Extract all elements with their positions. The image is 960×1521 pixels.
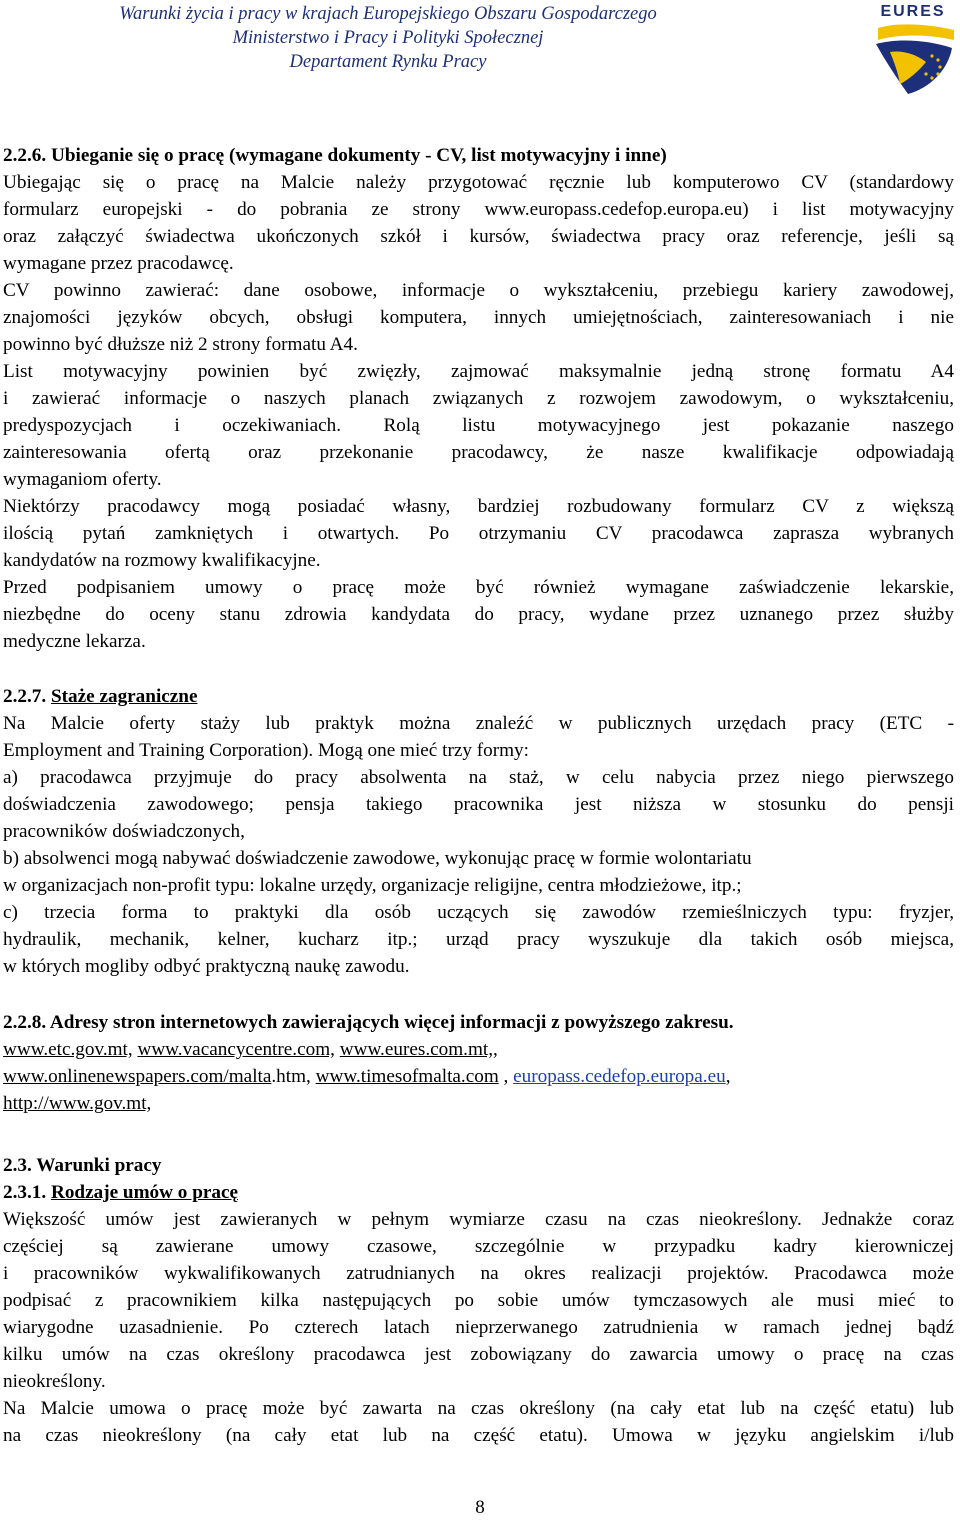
paragraph-line: formularz europejski - do pobrania ze strony www.europass.cedefop.europa.eu) i list motywacyjny — [3, 199, 954, 220]
header-department: Departament Rynku Pracy — [289, 52, 487, 72]
section-heading-2-3: 2.3. Warunki pracy — [3, 1155, 162, 1176]
paragraph-line: oraz załączyć świadectwa ukończonych szkół i kursów, świadectwa pracy oraz referencje, jeśli są — [3, 226, 954, 247]
paragraph-line: Employment and Training Corporation). Mogą one mieć trzy formy: — [3, 740, 529, 761]
paragraph-line: w organizacjach non-profit typu: lokalne urzędy, organizacje religijne, centra młodzieżowe, itp.; — [3, 875, 742, 896]
paragraph-line: kandydatów na rozmowy kwalifikacyjne. — [3, 550, 321, 571]
section-heading-2-3-1 — [3, 1180, 954, 1206]
link-onlinenewspapers-suffix: .htm, — [271, 1066, 311, 1087]
link-vacancycentre[interactable]: www.vacancycentre.com, — [137, 1039, 335, 1060]
links-line-1 — [3, 1037, 954, 1063]
eures-logo — [868, 0, 958, 96]
page-number: 8 — [475, 1497, 485, 1518]
link-timesofmalta[interactable]: www.timesofmalta.com — [315, 1066, 499, 1087]
paragraph-line: ilością pytań zamkniętych i otwartych. Po otrzymaniu CV pracodawca zaprasza wybranych — [3, 523, 954, 544]
paragraph-line: kilku umów na czas określony pracodawca jest zobowiązany do zawarcia umowy o pracę na czas — [3, 1344, 954, 1365]
paragraph-line: podpisać z pracownikiem kilka następujących po sobie umów tymczasowych ale musi mieć to — [3, 1290, 954, 1311]
paragraph-line: wymagane przez pracodawcę. — [3, 253, 234, 274]
link-onlinenewspapers[interactable]: www.onlinenewspapers.com/malta — [3, 1066, 272, 1087]
paragraph-line: wymaganiom oferty. — [3, 469, 162, 490]
paragraph-line: Przed podpisaniem umowy o pracę może być również wymagane zaświadczenie lekarskie, — [3, 577, 954, 598]
link-eures[interactable]: www.eures.com.mt, — [339, 1039, 494, 1060]
paragraph-line: a) pracodawca przyjmuje do pracy absolwenta na staż, w celu nabycia przez niego pierwszego — [3, 767, 954, 788]
paragraph-line: Na Malcie oferty staży lub praktyk można znaleźć w publicznych urzędach pracy (ETC - — [3, 713, 954, 734]
section-heading-2-2-7 — [3, 684, 954, 710]
paragraph-line: Na Malcie umowa o pracę może być zawarta na czas określony (na cały etat lub na część etatu) lub — [3, 1398, 954, 1419]
paragraph-line: wiarygodne uzasadnienie. Po czterech latach nieprzerwanego zatrudnienia w ramach jednej bądź — [3, 1317, 954, 1338]
paragraph-line: CV powinno zawierać: dane osobowe, informacje o wykształceniu, przebiegu kariery zawodowej, — [3, 280, 954, 301]
paragraph-line: i zawierać informacje o naszych planach związanych z rozwojem zawodowym, o wykształceniu, — [3, 388, 954, 409]
paragraph-line: Niektórzy pracodawcy mogą posiadać własny, bardziej rozbudowany formularz CV z większą — [3, 496, 954, 517]
paragraph-line: zainteresowania ofertą oraz przekonanie pracodawcy, że nasze kwalifikacje odpowiadają — [3, 442, 954, 463]
link-etc[interactable]: www.etc.gov.mt, — [3, 1039, 133, 1060]
section-heading-2-2-8: 2.2.8. Adresy stron internetowych zawierających więcej informacji z powyższego zakresu. — [3, 1012, 734, 1033]
section-title: Rodzaje umów o pracę — [50, 1182, 239, 1203]
page-header — [0, 0, 960, 110]
paragraph-line: Większość umów jest zawieranych w pełnym wymiarze czasu na czas nieokreślony. Jednakże coraz — [3, 1209, 954, 1230]
section-heading-2-2-6: 2.2.6. Ubieganie się o pracę (wymagane dokumenty - CV, list motywacyjny i inne) — [3, 145, 667, 166]
links-line-3 — [3, 1091, 954, 1117]
separator: , — [503, 1066, 509, 1087]
paragraph-line: List motywacyjny powinien być zwięzły, zajmować maksymalnie jedną stronę formatu A4 — [3, 361, 954, 382]
section-title: Staże zagraniczne — [50, 686, 198, 707]
paragraph-line: hydraulik, mechanik, kelner, kucharz itp.; urząd pracy wyszukuje dla takich osób miejsca, — [3, 929, 954, 950]
paragraph-line: pracowników doświadczonych, — [3, 821, 245, 842]
paragraph-line: na czas nieokreślony (na cały etat lub na część etatu). Umowa w języku angielskim i/lub — [3, 1425, 954, 1446]
paragraph-line: znajomości języków obcych, obsługi komputera, innych umiejętnościach, zainteresowaniach i nie — [3, 307, 954, 328]
paragraph-line: i pracowników wykwalifikowanych zatrudnianych na okres realizacji projektów. Pracodawca może — [3, 1263, 954, 1284]
paragraph-line: c) trzecia forma to praktyki dla osób uczących się zawodów rzemieślniczych typu: fryzjer, — [3, 902, 954, 923]
paragraph-line: medyczne lekarza. — [3, 631, 146, 652]
paragraph-line: nieokreślony. — [3, 1371, 106, 1392]
section-number: 2.2.7. — [3, 686, 47, 707]
paragraph-line: częściej są zawierane umowy czasowe, szczególnie w przypadku kadry kierowniczej — [3, 1236, 954, 1257]
link-europass[interactable]: europass.cedefop.europa.eu — [513, 1066, 726, 1087]
paragraph-line: w których mogliby odbyć praktyczną naukę zawodu. — [3, 956, 410, 977]
paragraph-line: powinno być dłuższe niż 2 strony formatu A4. — [3, 334, 358, 355]
links-line-2 — [3, 1064, 954, 1090]
header-title: Warunki życia i pracy w krajach Europejskiego Obszaru Gospodarczego — [119, 4, 657, 24]
paragraph-line: b) absolwenci mogą nabywać doświadczenie zawodowe, wykonując pracę w formie wolontariatu — [3, 848, 752, 869]
eures-logo-text: EURES — [880, 3, 946, 20]
paragraph-line: Ubiegając się o pracę na Malcie należy przygotować ręcznie lub komputerowo CV (standardowy — [3, 172, 954, 193]
paragraph-line: predyspozycjach i oczekiwaniach. Rolą listu motywacyjnego jest pokazanie naszego — [3, 415, 954, 436]
link-gov-mt[interactable]: http://www.gov.mt, — [3, 1093, 152, 1114]
paragraph-line: niezbędne do oceny stanu zdrowia kandydata do pracy, wydane przez uznanego przez służby — [3, 604, 954, 625]
separator: , — [493, 1039, 498, 1060]
section-number: 2.3.1. — [3, 1182, 47, 1203]
paragraph-line: doświadczenia zawodowego; pensja takiego pracownika jest niższa w stosunku do pensji — [3, 794, 954, 815]
header-ministry: Ministerstwo i Pracy i Polityki Społecznej — [232, 28, 544, 48]
separator: , — [725, 1066, 731, 1087]
